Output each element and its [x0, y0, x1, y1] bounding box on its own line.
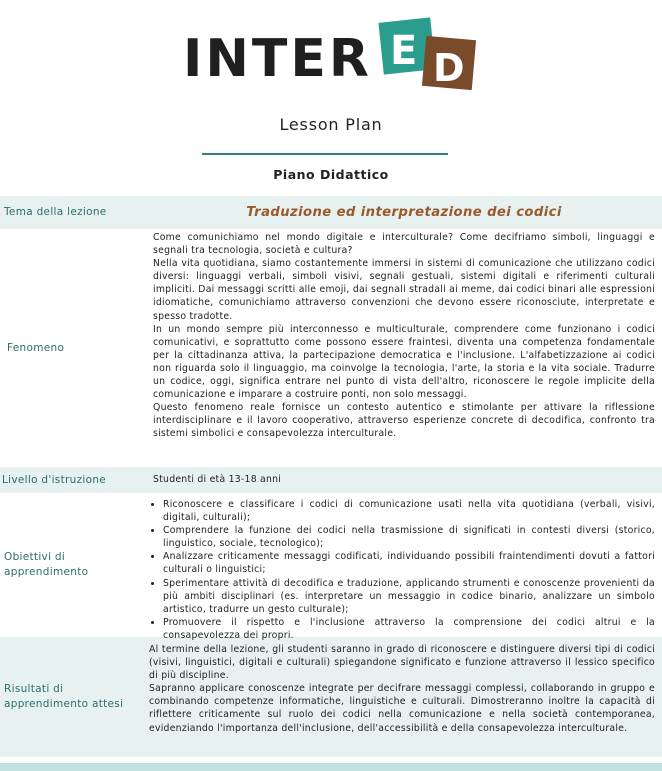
intered-logo-mark	[181, 16, 481, 92]
value-fenomeno	[145, 229, 662, 467]
row-fenomeno	[0, 229, 662, 467]
label-obiettivi: Obiettivi di apprendimento	[4, 551, 89, 578]
risultati-paragraph: Al termine della lezione, gli studenti saranno in grado di riconoscere e distinguere diversi tipi di codici (visivi, linguistici, digitali e culturali) spiegandone significato e funzione attraverso il lessico specifico di più discipline.	[149, 644, 655, 682]
label-risultati: Risultati di apprendimento attesi	[4, 683, 124, 710]
title-divider	[202, 153, 448, 155]
row-livello	[0, 467, 662, 493]
fenomeno-paragraph: Nella vita quotidiana, siamo costantemente immersi in sistemi di comunicazione che utilizzano codici diversi: linguaggi verbali, simboli visivi, segnali gestuali, sistemi digitali e riferimenti culturali impliciti. Dai messaggi scritti alle emoji, dai segnali stradali ai meme, dai codici binari alle espressioni idiomatiche, comunichiamo attraverso convenzioni che devono essere riconosciute, interpretate e spesso tradotte.	[153, 258, 655, 322]
lesson-table	[0, 196, 662, 757]
list-item: • Analizzare criticamente messaggi codificati, individuando possibili fraintendimenti dovuti a fattori culturali o linguistici;	[163, 550, 655, 576]
page-title: Lesson Plan	[279, 115, 383, 134]
label-fenomeno: Fenomeno	[7, 341, 65, 354]
value-tema: Traduzione ed interpretazione dei codici	[246, 204, 562, 220]
logo-letters-inter: INTER	[183, 29, 372, 89]
label-tema: Tema della lezione	[4, 206, 107, 218]
risultati-paragraph: Sapranno applicare conoscenze integrate per decifrare messaggi complessi, collaborando in gruppo e combinando competenze informatiche, linguistiche e culturali. Dimostreranno inoltre la capacità di riflettere criticamente sul ruolo dei codici nella comunicazione e nella società contemporanea, evidenziando l'importanza dell'inclusione, dell'accessibilità e della consapevolezza interculturale.	[149, 683, 655, 734]
row-tema	[0, 196, 662, 229]
value-livello: Studenti di età 13-18 anni	[153, 474, 282, 486]
page-subtitle: Piano Didattico	[273, 167, 389, 182]
fenomeno-paragraph: Come comunichiamo nel mondo digitale e interculturale? Come decifriamo simboli, linguaggi e segnali tra tecnologia, società e cultura?	[153, 232, 655, 257]
intered-logo	[0, 16, 662, 92]
label-livello: Livello d'istruzione	[2, 473, 107, 486]
value-risultati	[145, 637, 662, 757]
row-obiettivi	[0, 493, 662, 641]
logo-letter-e: E	[390, 28, 418, 74]
obiettivi-list	[145, 498, 655, 642]
list-item: • Riconoscere e classificare i codici di comunicazione usati nella vita quotidiana (verbali, visivi, digitali, culturali);	[163, 498, 655, 524]
row-risultati	[0, 637, 662, 757]
list-item: • Comprendere la funzione dei codici nella trasmissione di significati in contesti diversi (storico, linguistico, sociale, tecnologico);	[163, 524, 655, 550]
logo-letter-d: D	[433, 46, 465, 90]
fenomeno-paragraph: In un mondo sempre più interconnesso e multiculturale, comprendere come funzionano i codici comunicativi, e soprattutto come possono essere fraintesi, diventa una competenza fondamentale per la cittadinanza attiva, la partecipazione democratica e l'inclusione. L'alfabetizzazione ai codici non riguarda solo il linguaggio, ma coinvolge la tecnologia, l'arte, la storia e la vita sociale. Tradurre un codice, oggi, significa entrare nel punto di vista dell'altro, riconoscere le regole implicite della comunicazione e imparare a costruire ponti, non solo messaggi.	[153, 323, 655, 401]
bottom-bar	[0, 763, 662, 771]
list-item: • Sperimentare attività di decodifica e traduzione, applicando strumenti e conoscenze provenienti da più ambiti disciplinari (es. interpretare un messaggio in codice binario, analizzare un simbolo artistico, tradurre un gesto culturale);	[163, 577, 655, 616]
fenomeno-paragraph: Questo fenomeno reale fornisce un contesto autentico e stimolante per attivare la riflessione interdisciplinare e il lavoro cooperativo, attraverso esperienze concrete di decodifica, confronto tra sistemi simbolici e consapevolezza interculturale.	[153, 402, 655, 440]
list-item: • Promuovere il rispetto e l'inclusione attraverso la comprensione dei codici altrui e la consapevolezza dei propri.	[163, 616, 655, 642]
value-obiettivi	[145, 493, 662, 641]
